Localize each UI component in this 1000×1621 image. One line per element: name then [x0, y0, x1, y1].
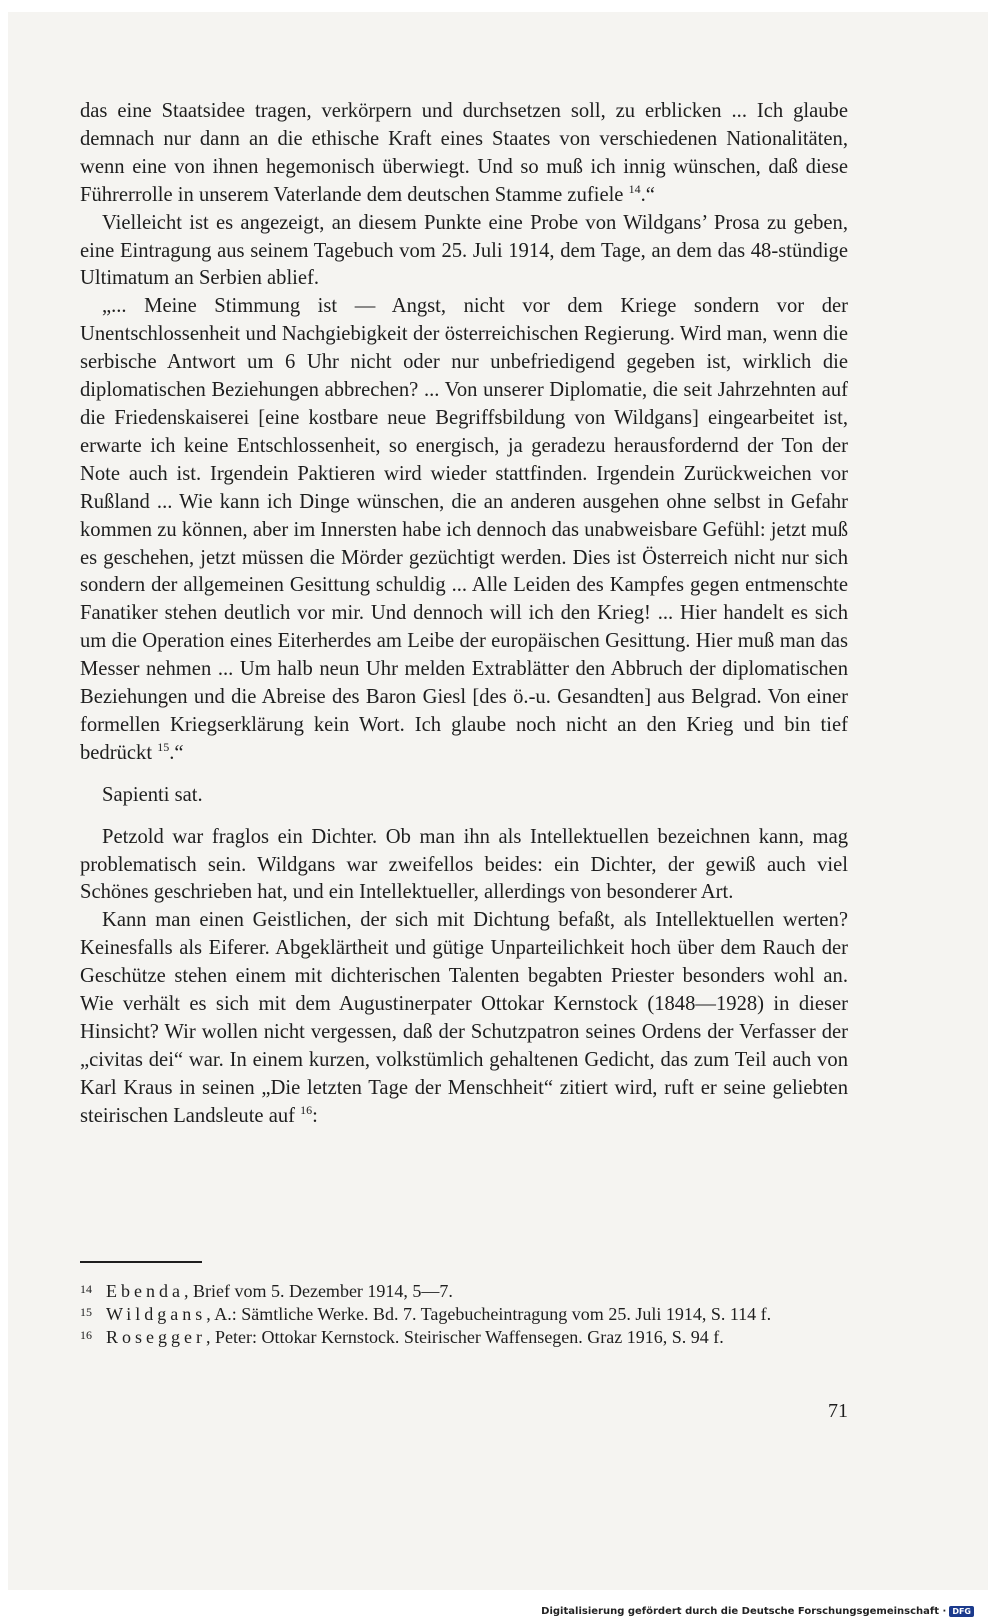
footnote-author: Ebenda — [106, 1281, 184, 1301]
closing-quote: .“ — [640, 183, 655, 206]
footnote-14 — [80, 1280, 848, 1303]
footnote-divider — [80, 1261, 202, 1263]
colon: : — [312, 1104, 318, 1127]
closing-quote: .“ — [169, 741, 184, 764]
paragraph-text: Petzold war fraglos ein Dichter. Ob man ihn als Intellektuellen bezeichnen kann, mag problematisch sein. Wildgans war zweifellos beides: ein Dichter, der gewiß auch viel Schönes geschrieben hat, und ein Intellektueller, allerdings von besonderer Art. — [80, 825, 848, 904]
footnote-ref-14[interactable]: 14 — [628, 181, 641, 196]
footnote-number: 15 — [80, 1305, 92, 1319]
footnote-number: 14 — [80, 1282, 92, 1296]
footnote-ref-16[interactable]: 16 — [300, 1102, 313, 1117]
paragraph-text: Kann man einen Geistlichen, der sich mit Dichtung befaßt, als Intellektuellen werten? Keinesfalls als Eiferer. Abgeklärtheit und gütige Unparteilichkeit hoch über dem Rauch der Geschütze stehen einem mit dichterischen Talenten begabten Priester besonders wohl an. Wie verhält es sich mit dem Augustinerpater Ottokar Kernstock (1848—1928) in dieser Hinsicht? Wir wollen nicht vergessen, daß der Schutzpatron seines Ordens der Verfasser der „civitas dei“ war. In einem kurzen, volkstümlich gehaltenen Gedicht, das zum Teil auch von Karl Kraus in seinen „Die letzten Tage der Menschheit“ zitiert wird, ruft er seine geliebten steirischen Landsleute auf — [80, 909, 848, 1127]
dfg-logo-icon: DFG — [949, 1606, 974, 1617]
paragraph-4 — [80, 782, 848, 810]
footnote-ref-15[interactable]: 15 — [157, 739, 170, 754]
paragraph-text: Vielleicht ist es angezeigt, an diesem Punkte eine Probe von Wildgans’ Prosa zu geben, eine Eintragung aus seinem Tagebuch vom 25. Juli 1914, dem Tage, an dem das 48-stündige Ultimatum an Serbien ablief. — [80, 211, 848, 290]
paragraph-2 — [80, 210, 848, 294]
paragraph-5 — [80, 824, 848, 908]
footnote-text: , Brief vom 5. Dezember 1914, 5—7. — [183, 1281, 453, 1301]
paragraph-text: das eine Staatsidee tragen, verkörpern und durchsetzen soll, zu erblicken ... Ich glaube demnach nur dann an die ethische Kraft eines Staates von verschiedenen Nationalitäten, wenn eine von ihnen hegemonisch überwiegt. Und so muß ich innig wünschen, daß diese Führerrolle in unserem Vaterlande dem deutschen Stamme zufiele — [80, 100, 848, 206]
footnote-author: Rosegger — [106, 1327, 206, 1347]
paragraph-text: „... Meine Stimmung ist — Angst, nicht vor dem Kriege sondern vor der Unentschlossenheit und Nachgiebigkeit der österreichischen Regierung. Wird man, wenn die serbische Antwort um 6 Uhr nicht oder nur unbefriedigend gegeben ist, wirklich die diplomatischen Beziehungen abbrechen? ... Von unserer Diplomatie, die seit Jahrzehnten auf die Friedenskaiserei [eine kostbare neue Begriffsbildung von Wildgans] eingearbeitet ist, erwarte ich keine Entschlossenheit, so energisch, ja geradezu herausfordernd der Ton der Note auch ist. Irgendein Paktieren wird wieder stattfinden. Irgendein Zurückweichen vor Rußland ... Wie kann ich Dinge wünschen, die an anderen ausgehen ohne selbst in Gefahr kommen zu können, aber im Innersten habe ich dennoch das unabweisbare Gefühl: jetzt muß es geschehen, jetzt müssen die Mörder gezüchtigt werden. Dies ist Österreich nicht nur sich sondern der allgemeinen Gesittung schuldig ... Alle Leiden des Kampfes gegen entmenschte Fanatiker stehen deutlich vor mir. Und dennoch will ich den Krieg! ... Hier handelt es sich um die Operation eines Eiterherdes am Leibe der europäischen Gesittung. Hier muß man das Messer nehmen ... Um halb neun Uhr melden Extrablätter den Abbruch der diplomatischen Beziehungen und die Abreise des Baron Giesl [des ö.-u. Gesandten] aus Belgrad. Von einer formellen Kriegserklärung kein Wort. Ich glaube noch nicht an den Krieg und bin tief bedrückt — [80, 295, 848, 764]
page-number: 71 — [828, 1400, 848, 1422]
paragraph-6 — [80, 907, 848, 1130]
body-text — [80, 98, 848, 1131]
digitization-credit — [541, 1606, 974, 1617]
credit-text: Digitalisierung gefördert durch die Deutsche Forschungsgemeinschaft · — [541, 1606, 947, 1617]
footnote-text: , Peter: Ottokar Kernstock. Steirischer Waffensegen. Graz 1916, S. 94 f. — [205, 1327, 724, 1347]
paragraph-1 — [80, 98, 848, 210]
footnote-16 — [80, 1326, 848, 1349]
paragraph-text: Sapienti sat. — [102, 783, 203, 806]
paragraph-3-quote — [80, 293, 848, 767]
footnotes — [80, 1280, 848, 1349]
footnote-text: , A.: Sämtliche Werke. Bd. 7. Tagebucheintragung vom 25. Juli 1914, S. 114 f. — [206, 1304, 772, 1324]
footnote-author: Wildgans — [106, 1304, 207, 1324]
footnote-number: 16 — [80, 1328, 92, 1342]
footnote-15 — [80, 1303, 848, 1326]
